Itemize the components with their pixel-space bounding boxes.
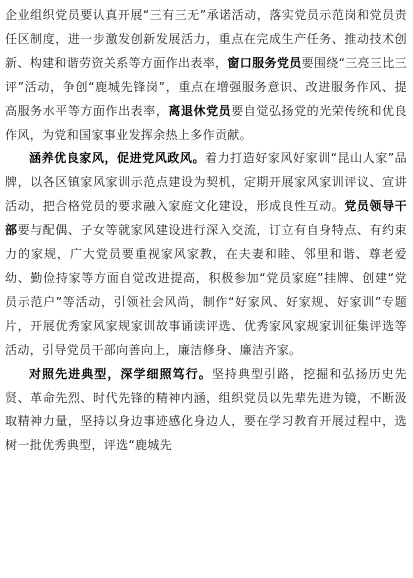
paragraph-1-text-2: 要围绕“三亮三比三评”活动，争创“鹿城先锋岗”，重点在增强服务意识、改进服务作风、提高服务水平等方面作出表率，	[5, 55, 407, 118]
paragraph-1-text-3: 要自觉弘扬党的光荣传统和优良作风，为党和国家事业发挥余热上多作贡献。	[5, 103, 407, 142]
paragraph-2-bold-leaders: 党员领导干部	[5, 199, 407, 238]
paragraph-1-bold-retired: 离退休党员	[168, 103, 232, 118]
paragraph-party-member-roles	[5, 4, 407, 147]
paragraph-1-bold-window-service: 窗口服务党员	[227, 55, 302, 70]
paragraph-family-style	[5, 147, 407, 362]
paragraph-2-text-2: 要与配偶、子女等就家风建设进行深入交流，订立有自身特点、有约束力的家规，广大党员要重视家风家教，在夫妻和睦、邻里和谐、尊老爱幼、勤俭持家等方面自觉改进提高，积极参加“党员家庭”挂牌、创建“党员示范户”等活动，引领社会风尚，制作“好家风、好家规、好家训”专题片，开展优秀家风家规家训故事诵读评选、优秀家风家规家训征集评选等活动，引导党员干部向善向上，廉洁修身、廉洁齐家。	[5, 223, 407, 357]
paragraph-1-text-1: 企业组织党员要认真开展“三有三无”承诺活动，落实党员示范岗和党员责任区制度，进一步激发创新发展活力，重点在完成生产任务、推动技术创新、构建和谐劳资关系等方面作出表率，	[5, 8, 407, 70]
paragraph-3-heading: 对照先进典型，深学细照笃行。	[29, 366, 212, 381]
paragraph-2-text-1: 着力打造好家风好家训“昆山人家”品牌，以各区镇家风家训示范点建设为契机，定期开展家风家训评议、宣讲活动，把合格党员的要求融入家庭文化建设，形成良性互动。	[5, 151, 407, 214]
paragraph-role-models	[5, 363, 407, 459]
paragraph-3-text-1: 坚持典型引路，挖掘和弘扬历史先贤、革命先烈、时代先锋的精神内涵，组织党员以先辈先进为镜，不断汲取精神力量，坚持以身边事迹感化身边人，要在学习教育开展过程中，选树一批优秀典型，评选“鹿城先	[5, 366, 407, 453]
paragraph-2-heading: 涵养优良家风，促进党风政风。	[29, 151, 206, 166]
document-body	[5, 4, 407, 458]
